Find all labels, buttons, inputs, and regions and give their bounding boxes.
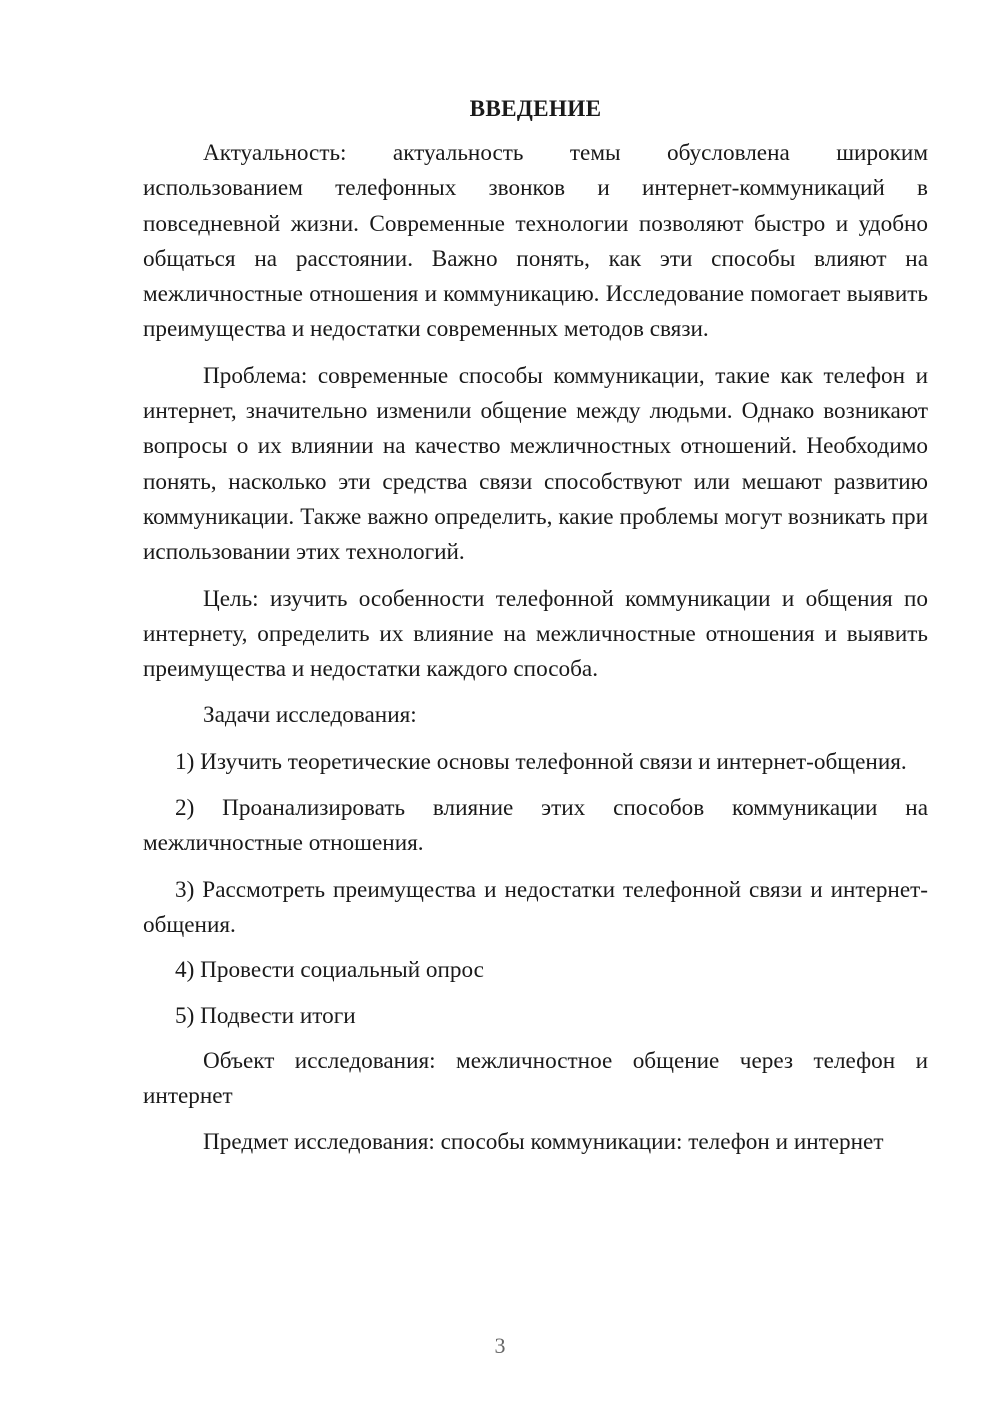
subject-paragraph: Предмет исследования: способы коммуникации: телефон и интернет xyxy=(203,1129,884,1156)
object-paragraph: Объект исследования: межличностное общение через телефон и интернет xyxy=(143,1047,928,1110)
page-number: 3 xyxy=(494,1333,506,1358)
page-title: ВВЕДЕНИЕ xyxy=(469,96,602,122)
goal-paragraph: Цель: изучить особенности телефонной коммуникации и общения по интернету, определить их влияние на межличностные отношения и выявить преимущества и недостатки каждого способа. xyxy=(143,585,928,683)
task-item: 3) Рассмотреть преимущества и недостатки телефонной связи и интернет-общения. xyxy=(143,876,928,938)
document-page xyxy=(143,92,928,1161)
task-item: 4) Провести социальный опрос xyxy=(175,957,484,984)
problem-paragraph: Проблема: современные способы коммуникации, такие как телефон и интернет, значительно изменили общение между людьми. Однако возникают вопросы о их влиянии на качество межличностных отношений. Необходимо понять, насколько эти средства связи способствуют или мешают развитию коммуникации. Также важно определить, какие проблемы могут возникать при использовании этих технологий. xyxy=(143,362,928,566)
task-item: 1) Изучить теоретические основы телефонной связи и интернет-общения. xyxy=(175,748,907,775)
task-item: 2) Проанализировать влияние этих способов коммуникации на межличностные отношения. xyxy=(143,795,928,857)
relevance-paragraph: Актуальность: актуальность темы обусловлена широким использованием телефонных звонков и интернет-коммуникаций в повседневной жизни. Современные технологии позволяют быстро и удобно общаться на расстоянии. Важно понять, как эти способы влияют на межличностные отношения и коммуникацию. Исследование помогает выявить преимущества и недостатки современных методов связи. xyxy=(143,140,928,343)
tasks-heading: Задачи исследования: xyxy=(203,702,417,729)
task-item: 5) Подвести итоги xyxy=(175,1002,356,1029)
